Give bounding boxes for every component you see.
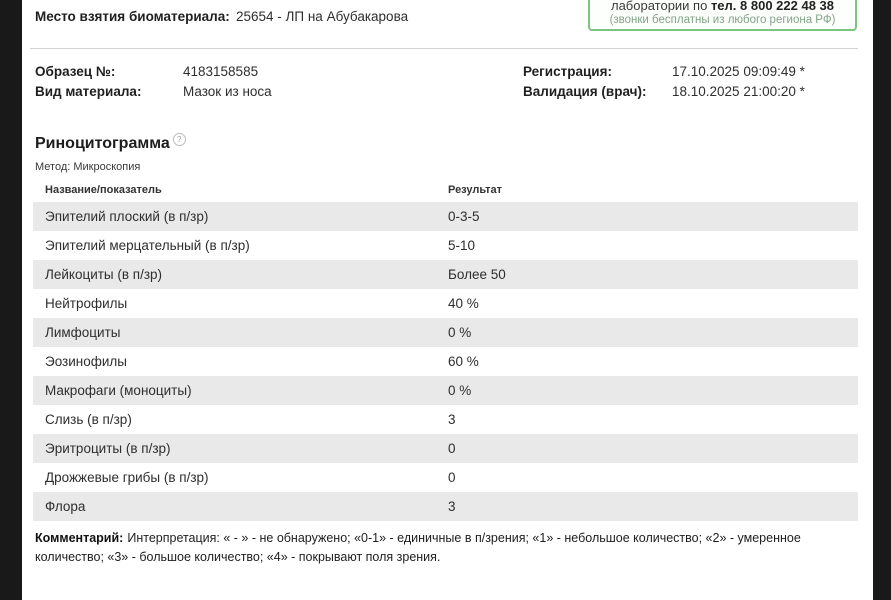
table-row	[33, 231, 858, 260]
biomaterial-place-label: Место взятия биоматериала:	[35, 9, 230, 24]
section-title: Риноцитограмма	[35, 135, 170, 152]
material-type-value: Мазок из носа	[183, 84, 272, 99]
sample-info-left	[35, 62, 272, 102]
table-row	[33, 405, 858, 434]
column-header-result: Результат	[448, 184, 503, 196]
row-name: Макрофаги (моноциты)	[45, 383, 192, 398]
phone-number: тел. 8 800 222 48 38	[710, 0, 834, 13]
table-row	[33, 289, 858, 318]
row-name: Эритроциты (в п/зр)	[45, 441, 171, 456]
biomaterial-place-value: 25654 - ЛП на Абубакарова	[236, 9, 409, 24]
sample-number-row	[35, 62, 272, 82]
row-name: Эозинофилы	[45, 354, 127, 369]
material-type-row	[35, 82, 272, 102]
row-result: Более 50	[448, 267, 506, 282]
results-table-header	[33, 183, 858, 202]
table-row	[33, 202, 858, 231]
validation-label: Валидация (врач):	[523, 84, 647, 99]
section-title-row	[35, 133, 873, 155]
comment-text: Интерпретация: « - » - не обнаружено; «0-1» - единичные в п/зрения; «1» - небольшое количество; «2» - умеренное количество; «3» - большое количество; «4» - покрывают поля зрения.	[35, 531, 801, 565]
table-row	[33, 347, 858, 376]
registration-label: Регистрация:	[523, 64, 612, 79]
row-name: Лейкоциты (в п/зр)	[45, 267, 163, 282]
row-name: Дрожжевые грибы (в п/зр)	[45, 470, 209, 485]
row-name: Лимфоциты	[45, 325, 121, 340]
results-table	[33, 183, 858, 521]
row-name: Слизь (в п/зр)	[45, 412, 132, 427]
row-result: 3	[448, 412, 456, 427]
table-row	[33, 376, 858, 405]
results-table-body	[33, 202, 858, 521]
row-result: 60 %	[448, 354, 479, 369]
biomaterial-place-row	[22, 0, 873, 48]
table-row	[33, 463, 858, 492]
material-type-label: Вид материала:	[35, 84, 142, 99]
sample-info-right	[523, 62, 805, 102]
registration-value: 17.10.2025 09:09:49 *	[672, 64, 805, 79]
sample-info-section	[22, 49, 873, 115]
row-name: Эпителий мерцательный (в п/зр)	[45, 238, 250, 253]
table-row	[33, 492, 858, 521]
row-result: 5-10	[448, 238, 476, 253]
row-result: 0	[448, 470, 456, 485]
sample-number-label: Образец №:	[35, 64, 116, 79]
table-row	[33, 260, 858, 289]
row-result: 3	[448, 499, 456, 514]
table-row	[33, 318, 858, 347]
row-result: 0 %	[448, 325, 472, 340]
method-label: Метод: Микроскопия	[35, 161, 141, 173]
row-result: 0	[448, 441, 456, 456]
validation-row	[523, 82, 805, 102]
lab-report-page	[22, 0, 873, 600]
row-name: Эпителий плоский (в п/зр)	[45, 209, 209, 224]
row-result: 0-3-5	[448, 209, 480, 224]
comment-block	[35, 529, 853, 568]
column-header-name: Название/показатель	[45, 184, 162, 196]
registration-row	[523, 62, 805, 82]
table-row	[33, 434, 858, 463]
row-name: Флора	[45, 499, 86, 514]
help-question-icon[interactable]: ?	[173, 133, 186, 146]
row-result: 40 %	[448, 296, 479, 311]
comment-label: Комментарий:	[35, 531, 124, 545]
row-name: Нейтрофилы	[45, 296, 128, 311]
validation-value: 18.10.2025 21:00:20 *	[672, 84, 805, 99]
row-result: 0 %	[448, 383, 472, 398]
sample-number-value: 4183158585	[183, 64, 259, 79]
phone-line-prefix: лаборатории по	[610, 0, 711, 13]
phone-note: (звонки бесплатны из любого региона РФ)	[609, 14, 836, 26]
